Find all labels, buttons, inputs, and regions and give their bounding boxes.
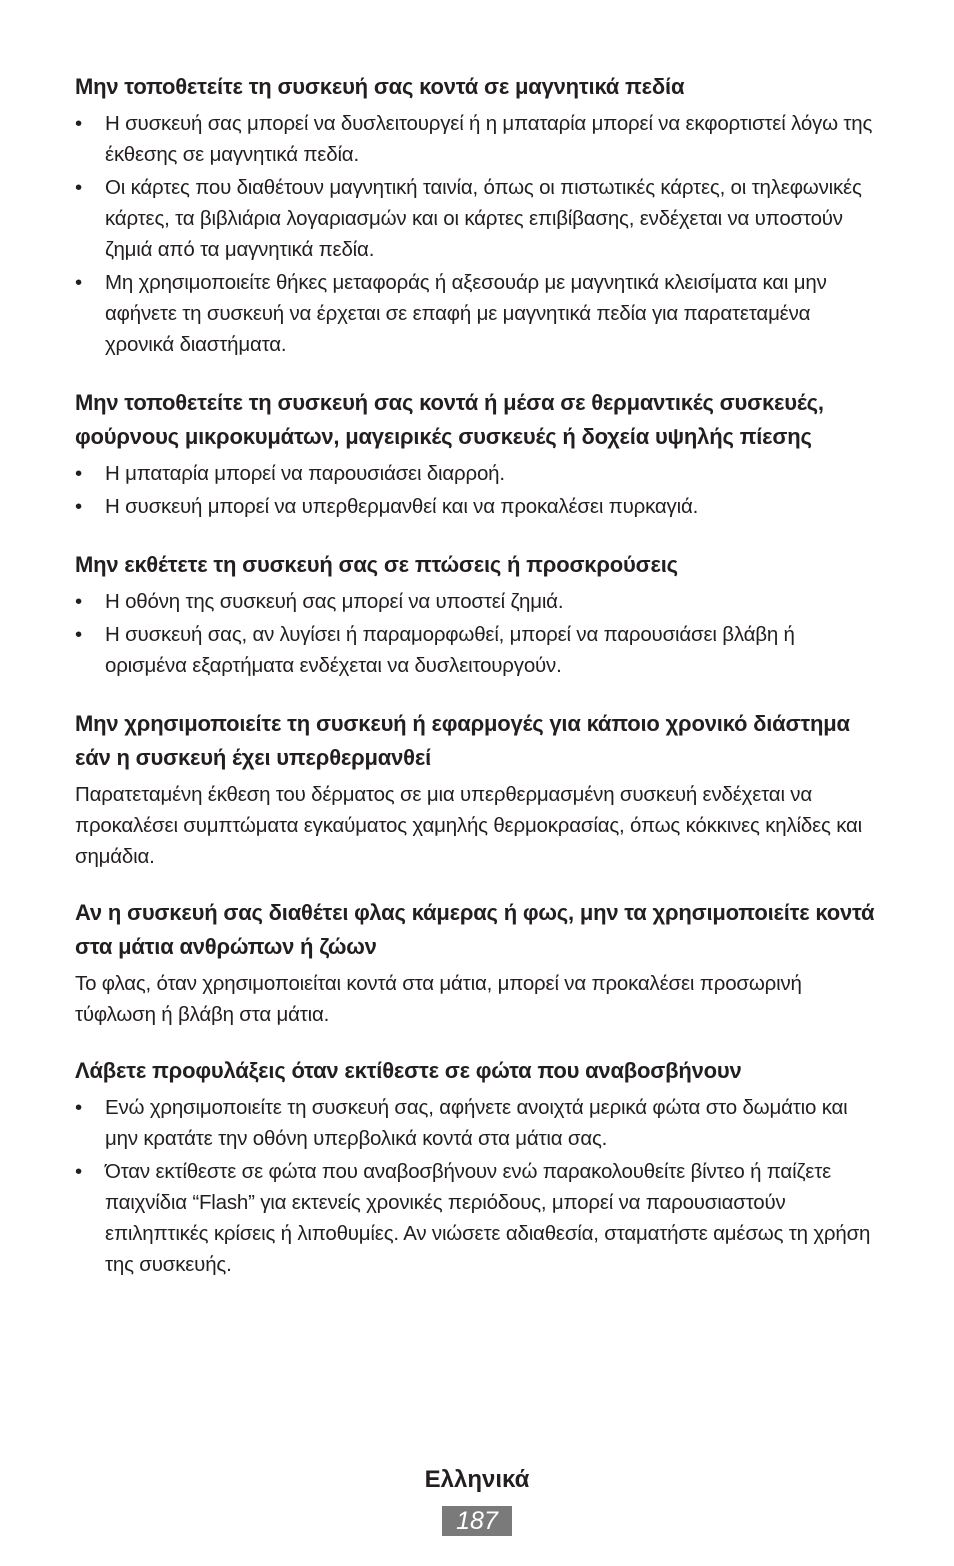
section-heading: Μην εκθέτετε τη συσκευή σας σε πτώσεις ή προσκρούσεις [75,552,678,577]
list-item-text: Η μπαταρία μπορεί να παρουσιάσει διαρροή. [105,462,505,485]
section-heading: Αν η συσκευή σας διαθέτει φλας κάμερας ή φως, μην τα χρησιμοποιείτε κοντά στα μάτια ανθρώπων ή ζώων [75,900,875,959]
list-item-text: Μη χρησιμοποιείτε θήκες μεταφοράς ή αξεσουάρ με μαγνητικά κλεισίματα και μην αφήνετε τη συσκευή να έρχεται σε επαφή με μαγνητικά πεδία για παρατεταμένα χρονικά διαστήματα. [105,271,827,356]
section-paragraph: Παρατεταμένη έκθεση του δέρματος σε μια υπερθερμασμένη συσκευή ενδέχεται να προκαλέσει συμπτώματα εγκαύματος χαμηλής θερμοκρασίας, όπως κόκκινες κηλίδες και σημάδια. [75,783,862,868]
list-item-text: Η συσκευή μπορεί να υπερθερμανθεί και να προκαλέσει πυρκαγιά. [105,495,699,518]
bullet-marker: • [75,1160,82,1183]
section-camera-flash [75,896,875,1030]
list-item [75,172,875,265]
section-heading: Μην χρησιμοποιείτε τη συσκευή ή εφαρμογές για κάποιο χρονικό διάστημα εάν η συσκευή έχει υπερθερμανθεί [75,711,850,770]
bullet-list [75,586,875,681]
list-item [75,458,875,489]
bullet-list [75,108,875,360]
section-flashing-lights [75,1054,875,1280]
document-body [75,70,875,1282]
list-item [75,619,875,681]
bullet-list [75,1092,875,1280]
section-heating-devices [75,386,875,522]
list-item [75,586,875,617]
list-item [75,491,875,522]
bullet-marker: • [75,590,82,613]
list-item [75,1156,875,1280]
footer-language-label: Ελληνικά [424,1466,530,1493]
list-item-text: Η συσκευή σας, αν λυγίσει ή παραμορφωθεί, μπορεί να παρουσιάσει βλάβη ή ορισμένα εξαρτήματα ενδέχεται να δυσλειτουργούν. [105,623,795,677]
list-item-text: Όταν εκτίθεστε σε φώτα που αναβοσβήνουν ενώ παρακολουθείτε βίντεο ή παίζετε παιχνίδια “Flash” για εκτενείς χρονικές περιόδους, μπορεί να παρουσιαστούν επιληπτικές κρίσεις ή λιποθυμίες. Αν νιώσετε αδιαθεσία, σταματήστε αμέσως τη χρήση της συσκευής. [105,1160,871,1276]
section-drops-impacts [75,548,875,681]
list-item-text: Η οθόνη της συσκευή σας μπορεί να υποστεί ζημιά. [105,590,564,613]
list-item [75,1092,875,1154]
list-item-text: Οι κάρτες που διαθέτουν μαγνητική ταινία, όπως οι πιστωτικές κάρτες, οι τηλεφωνικές κάρτες, τα βιβλιάρια λογαριασμών και οι κάρτες επιβίβασης, ενδέχεται να υποστούν ζημιά από τα μαγνητικά πεδία. [105,176,862,261]
section-magnetic-fields [75,70,875,360]
page-number-badge: 187 [442,1506,512,1536]
bullet-marker: • [75,271,82,294]
bullet-marker: • [75,495,82,518]
section-heading: Λάβετε προφυλάξεις όταν εκτίθεστε σε φώτα που αναβοσβήνουν [75,1058,742,1083]
bullet-marker: • [75,176,82,199]
bullet-marker: • [75,623,82,646]
bullet-marker: • [75,1096,82,1119]
section-overheated-device [75,707,875,872]
section-paragraph: Το φλας, όταν χρησιμοποιείται κοντά στα μάτια, μπορεί να προκαλέσει προσωρινή τύφλωση ή βλάβη στα μάτια. [75,972,802,1026]
list-item [75,267,875,360]
list-item-text: Η συσκευή σας μπορεί να δυσλειτουργεί ή η μπαταρία μπορεί να εκφορτιστεί λόγω της έκθεσης σε μαγνητικά πεδία. [105,112,873,166]
list-item-text: Ενώ χρησιμοποιείτε τη συσκευή σας, αφήνετε ανοιχτά μερικά φώτα στο δωμάτιο και μην κρατάτε την οθόνη υπερβολικά κοντά στα μάτια σας. [105,1096,848,1150]
bullet-list [75,458,875,522]
list-item [75,108,875,170]
bullet-marker: • [75,112,82,135]
section-heading: Μην τοποθετείτε τη συσκευή σας κοντά σε μαγνητικά πεδία [75,74,685,99]
section-heading: Μην τοποθετείτε τη συσκευή σας κοντά ή μέσα σε θερμαντικές συσκευές, φούρνους μικροκυμάτων, μαγειρικές συσκευές ή δοχεία υψηλής πίεσης [75,390,824,449]
bullet-marker: • [75,462,82,485]
